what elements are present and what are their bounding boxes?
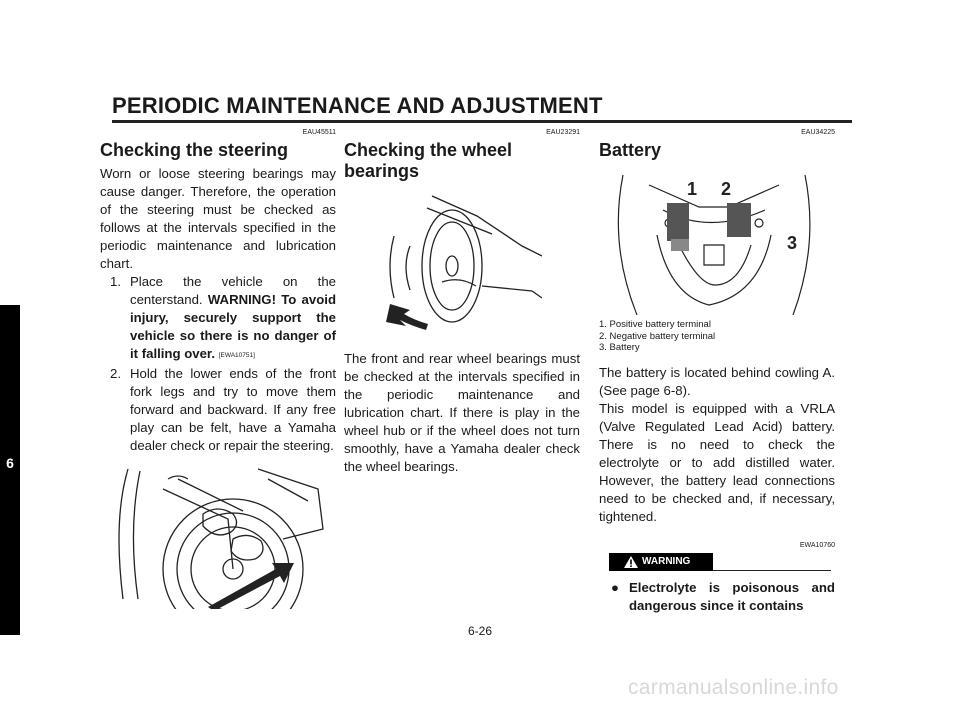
battery-location-illustration: [609, 165, 819, 315]
steering-step-2: [100, 365, 336, 455]
steering-check-illustration: [108, 459, 328, 609]
caption-line: 2. Negative battery terminal: [599, 330, 716, 342]
battery-callout-2: 2: [721, 179, 732, 199]
battery-callout-3: 3: [787, 233, 798, 253]
page-number: 6-26: [467, 624, 493, 638]
battery-code: EAU34225: [801, 129, 835, 136]
warning-label: WARNING: [642, 555, 691, 567]
step-text: Hold the lower ends of the front fork legs and try to move them forward and backward. If any free play can be felt, have a Yamaha dealer check or repair the steering.: [130, 366, 336, 453]
step-number: 1.: [110, 274, 121, 289]
step-number: 2.: [110, 366, 121, 381]
steering-steps: [100, 273, 336, 455]
steering-intro: Worn or loose steering bearings may cause danger. Therefore, the operation of the steering must be checked as follows at the intervals specified in the periodic maintenance and lubrication chart.: [100, 166, 336, 271]
step-warning: WARNING! To avoid injury, securely support the vehicle so there is no danger of it falling over.: [130, 292, 337, 361]
battery-vrla-text: This model is equipped with a VRLA (Valve Regulated Lead Acid) battery. There is no need to check the electrolyte or to add distilled water. However, the battery lead connections need to be checked and, if necessary, tightened.: [599, 400, 835, 524]
caption-line: 3. Battery: [599, 342, 640, 353]
wheel-bearings-section: [344, 129, 580, 476]
bullet-dot-icon: ●: [611, 579, 619, 595]
bullet-text: Electrolyte is poisonous and dangerous since it contains: [629, 579, 835, 613]
warning-rule: [713, 570, 831, 571]
steering-title: Checking the steering: [100, 140, 289, 160]
page-header-title: PERIODIC MAINTENANCE AND ADJUSTMENT: [112, 93, 603, 118]
warning-triangle-icon: [624, 556, 638, 568]
battery-section: [599, 129, 835, 615]
chapter-tab-number: 6: [6, 455, 14, 471]
battery-location-text: The battery is located behind cowling A. (See page 6-8).: [599, 364, 835, 398]
battery-warning-code: EWA10760: [799, 541, 835, 549]
battery-warning-header: [599, 553, 835, 575]
steering-section: [100, 129, 336, 613]
step-text: Place the vehicle on the centerstand.: [130, 274, 336, 307]
battery-caption: [599, 319, 835, 354]
watermark: carmanualsonline.info: [628, 676, 839, 699]
wheel-title: Checking the wheel bearings: [344, 140, 513, 181]
battery-callout-1: 1: [687, 179, 698, 199]
wheel-bearing-illustration: [382, 186, 542, 336]
battery-warning-bullet: [599, 579, 835, 615]
wheel-code: EAU23291: [546, 129, 580, 136]
step-warning-code: [EWA10751]: [218, 352, 255, 359]
caption-line: 1. Positive battery terminal: [599, 319, 711, 330]
header-rule: [112, 120, 852, 123]
steering-code: EAU45511: [302, 129, 336, 136]
steering-step-1: [100, 273, 336, 365]
battery-title: Battery: [599, 140, 662, 160]
warning-badge: [609, 553, 713, 571]
wheel-text: The front and rear wheel bearings must be checked at the intervals specified in the periodic maintenance and lubrication chart. If there is play in the wheel hub or if the wheel does not turn smoothly, have a Yamaha dealer check the wheel bearings.: [344, 351, 580, 474]
